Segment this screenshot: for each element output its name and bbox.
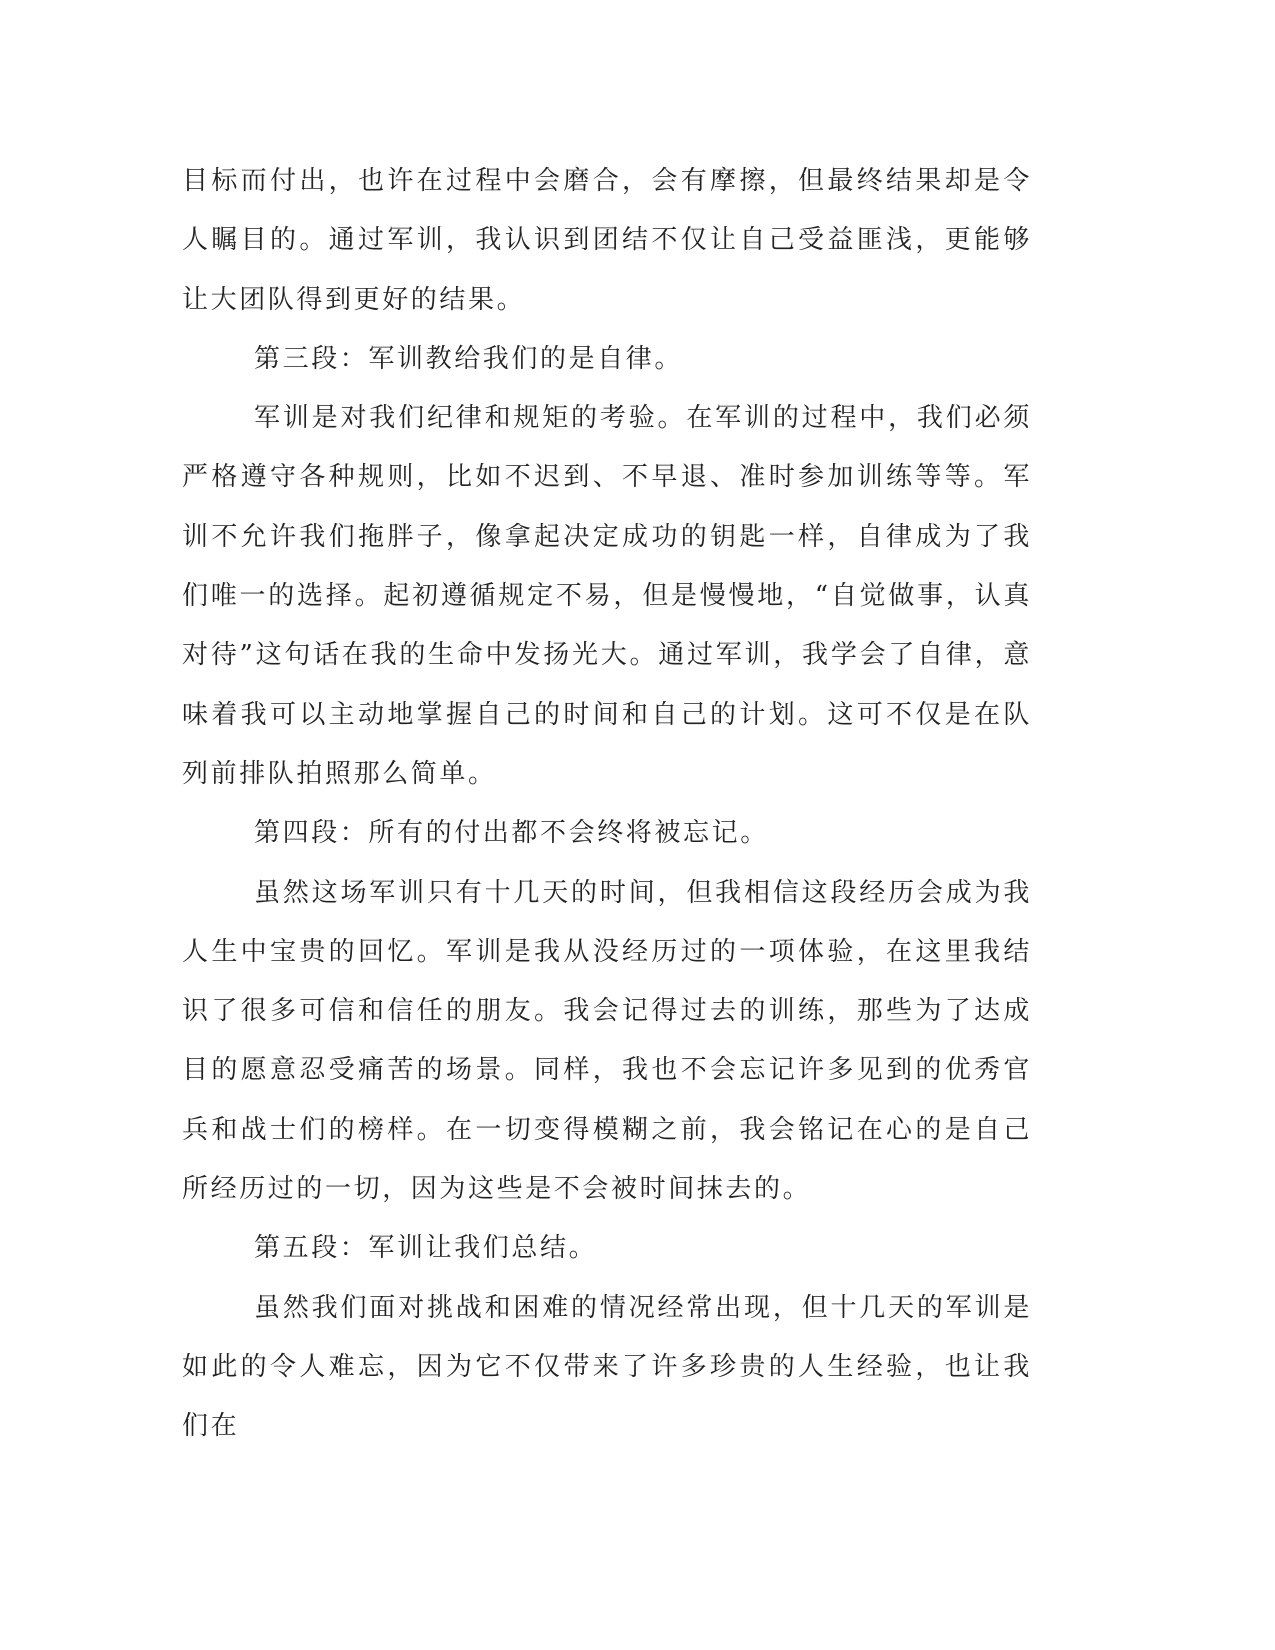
paragraph-section-4: 虽然这场军训只有十几天的时间，但我相信这段经历会成为我人生中宝贵的回忆。军训是我从没经历过的一项体验，在这里我结识了很多可信和信任的朋友。我会记得过去的训练，那些为了达成目的愿意忍受痛苦的场景。同样，我也不会忘记许多见到的优秀官兵和战士们的榜样。在一切变得模糊之前，我会铭记在心的是自己所经历过的一切，因为这些是不会被时间抹去的。 xyxy=(182,877,1032,1205)
paragraph-section-3: 军训是对我们纪律和规矩的考验。在军训的过程中，我们必须严格遵守各种规则，比如不迟到、不早退、准时参加训练等等。军训不允许我们拖胖子，像拿起决定成功的钥匙一样，自律成为了我们唯一的选择。起初遵循规定不易，但是慢慢地，“自觉做事，认真对待”这句话在我的生命中发扬光大。通过军训，我学会了自律，意味着我可以主动地掌握自己的时间和自己的计划。这可不仅是在队列前排队拍照那么简单。 xyxy=(182,403,1032,789)
section-heading-3: 第三段：军训教给我们的是自律。 xyxy=(254,343,684,374)
section-heading-5: 第五段：军训让我们总结。 xyxy=(254,1233,598,1264)
document-body xyxy=(182,152,1032,1457)
section-heading-4: 第四段：所有的付出都不会终将被忘记。 xyxy=(254,818,769,849)
paragraph-section-5: 虽然我们面对挑战和困难的情况经常出现，但十几天的军训是如此的令人难忘，因为它不仅带来了许多珍贵的人生经验，也让我们在 xyxy=(182,1292,1032,1442)
paragraph-continuation: 目标而付出，也许在过程中会磨合，会有摩擦，但最终结果却是令人瞩目的。通过军训，我认识到团结不仅让自己受益匪浅，更能够让大团队得到更好的结果。 xyxy=(182,166,1032,315)
